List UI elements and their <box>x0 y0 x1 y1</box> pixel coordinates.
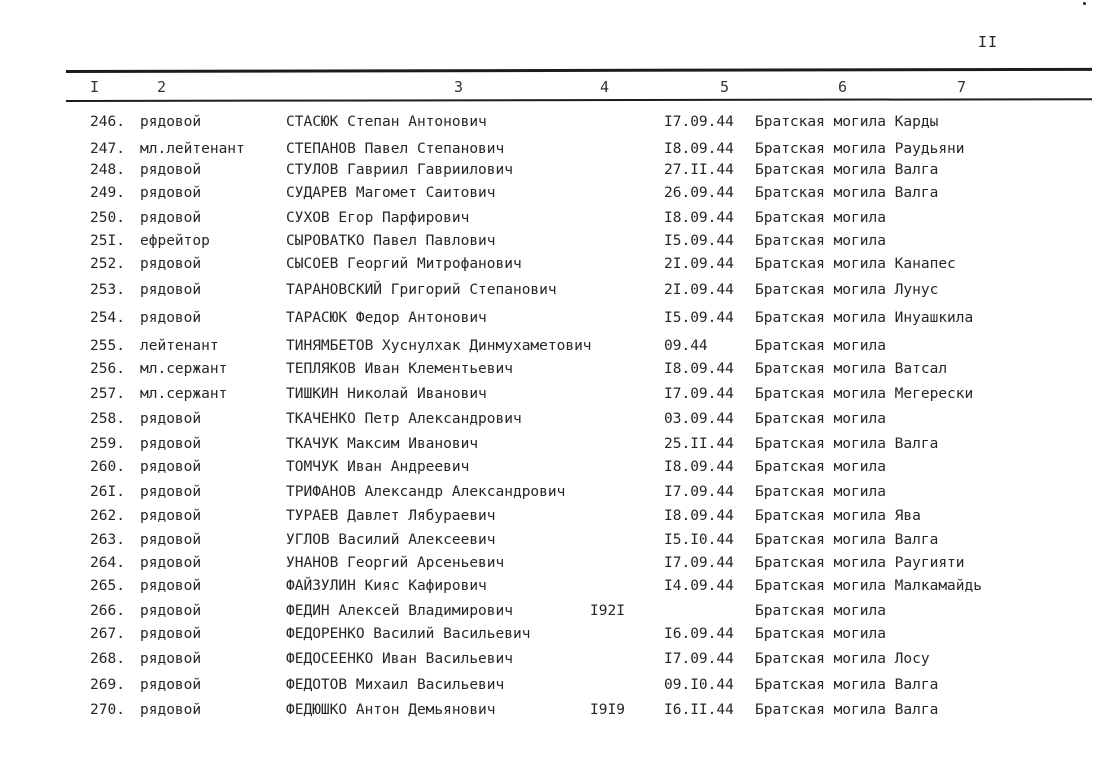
rank: рядовой <box>140 436 202 452</box>
row-number: 252. <box>90 256 125 272</box>
burial-place: Братская могила Ява <box>755 508 921 524</box>
full-name: ТОМЧУК Иван Андреевич <box>286 459 470 475</box>
burial-place: Братская могила <box>755 338 886 354</box>
burial-place: Братская могила Лунус <box>755 282 939 298</box>
death-date: I7.09.44 <box>664 386 734 402</box>
rank: рядовой <box>140 651 202 667</box>
row-number: 267. <box>90 626 125 642</box>
row-number: 254. <box>90 310 125 326</box>
death-date: 26.09.44 <box>664 185 734 201</box>
table-row <box>0 279 1102 301</box>
full-name: ТАРАСЮК Федор Антонович <box>286 310 487 326</box>
rank: рядовой <box>140 626 202 642</box>
burial-place: Братская могила Канапес <box>755 256 956 272</box>
burial-place: Братская могила Инуашкила <box>755 310 974 326</box>
full-name: ФАЙЗУЛИН Кияс Кафирович <box>286 578 487 594</box>
death-date: 2I.09.44 <box>664 282 734 298</box>
birth-year: I9I9 <box>590 702 625 718</box>
full-name: ФЕДОРЕНКО Василий Васильевич <box>286 626 531 642</box>
full-name: ТКАЧЕНКО Петр Александрович <box>286 411 522 427</box>
table-row <box>0 575 1102 597</box>
table-row <box>0 182 1102 204</box>
table-row <box>0 699 1102 721</box>
full-name: СЫРОВАТКО Павел Павлович <box>286 233 496 249</box>
rank: рядовой <box>140 603 202 619</box>
rank: рядовой <box>140 282 202 298</box>
full-name: ТЕПЛЯКОВ Иван Клементьевич <box>286 361 513 377</box>
death-date: I5.I0.44 <box>664 532 734 548</box>
burial-place: Братская могила Валга <box>755 702 939 718</box>
table-row <box>0 230 1102 252</box>
row-number: 269. <box>90 677 125 693</box>
rank: рядовой <box>140 459 202 475</box>
death-date: I7.09.44 <box>664 651 734 667</box>
burial-place: Братская могила <box>755 603 886 619</box>
column-number-4: 4 <box>600 78 610 96</box>
table-row <box>0 552 1102 574</box>
row-number: 258. <box>90 411 125 427</box>
rank: рядовой <box>140 555 202 571</box>
rank: рядовой <box>140 484 202 500</box>
full-name: ТИНЯМБЕТОВ Хуснулхак Динмухаметович <box>286 338 592 354</box>
death-date: I4.09.44 <box>664 578 734 594</box>
birth-year: I92I <box>590 603 625 619</box>
death-date: I7.09.44 <box>664 555 734 571</box>
table-row <box>0 623 1102 645</box>
column-number-6: 6 <box>838 78 848 96</box>
full-name: ФЕДОСЕЕНКО Иван Васильевич <box>286 651 513 667</box>
death-date: I6.II.44 <box>664 702 734 718</box>
death-date: I7.09.44 <box>664 114 734 130</box>
full-name: УНАНОВ Георгий Арсеньевич <box>286 555 505 571</box>
rank: рядовой <box>140 114 202 130</box>
table-row <box>0 111 1102 133</box>
burial-place: Братская могила <box>755 411 886 427</box>
full-name: ФЕДИН Алексей Владимирович <box>286 603 513 619</box>
full-name: СУХОВ Егор Парфирович <box>286 210 470 226</box>
row-number: 264. <box>90 555 125 571</box>
row-number: 260. <box>90 459 125 475</box>
row-number: 250. <box>90 210 125 226</box>
rank: рядовой <box>140 677 202 693</box>
column-number-1: I <box>90 78 100 96</box>
rank: рядовой <box>140 411 202 427</box>
burial-place: Братская могила Валга <box>755 677 939 693</box>
row-number: 256. <box>90 361 125 377</box>
rank: рядовой <box>140 702 202 718</box>
rank: рядовой <box>140 256 202 272</box>
burial-place: Братская могила Ватсал <box>755 361 948 377</box>
table-row <box>0 505 1102 527</box>
row-number: 257. <box>90 386 125 402</box>
burial-place: Братская могила <box>755 484 886 500</box>
table-row <box>0 481 1102 503</box>
table-row <box>0 138 1102 160</box>
burial-place: Братская могила Валга <box>755 532 939 548</box>
death-date: 09.I0.44 <box>664 677 734 693</box>
death-date: 27.II.44 <box>664 162 734 178</box>
burial-place: Братская могила Лосу <box>755 651 930 667</box>
row-number: 249. <box>90 185 125 201</box>
rank: рядовой <box>140 210 202 226</box>
death-date: 2I.09.44 <box>664 256 734 272</box>
table-row <box>0 456 1102 478</box>
death-date: I7.09.44 <box>664 484 734 500</box>
table-row <box>0 207 1102 229</box>
full-name: ФЕДОТОВ Михаил Васильевич <box>286 677 505 693</box>
rank: рядовой <box>140 532 202 548</box>
burial-place: Братская могила Валга <box>755 162 939 178</box>
row-number: 248. <box>90 162 125 178</box>
row-number: 247. <box>90 141 125 157</box>
death-date: I6.09.44 <box>664 626 734 642</box>
table-row <box>0 529 1102 551</box>
table-row <box>0 358 1102 380</box>
burial-place: Братская могила <box>755 233 886 249</box>
table-row <box>0 600 1102 622</box>
burial-place: Братская могила <box>755 626 886 642</box>
row-number: 265. <box>90 578 125 594</box>
burial-place: Братская могила Раудьяни <box>755 141 965 157</box>
rank: рядовой <box>140 185 202 201</box>
burial-place: Братская могила Карды <box>755 114 939 130</box>
column-number-5: 5 <box>720 78 730 96</box>
death-date: I5.09.44 <box>664 310 734 326</box>
row-number: 259. <box>90 436 125 452</box>
full-name: ТКАЧУК Максим Иванович <box>286 436 479 452</box>
row-number: 253. <box>90 282 125 298</box>
rank: рядовой <box>140 508 202 524</box>
burial-place: Братская могила Валга <box>755 185 939 201</box>
full-name: ТИШКИН Николай Иванович <box>286 386 487 402</box>
full-name: СТАСЮК Степан Антонович <box>286 114 487 130</box>
full-name: СТУЛОВ Гавриил Гавриилович <box>286 162 513 178</box>
burial-place: Братская могила Валга <box>755 436 939 452</box>
table-row <box>0 307 1102 329</box>
row-number: 268. <box>90 651 125 667</box>
death-date: I8.09.44 <box>664 361 734 377</box>
full-name: ФЕДЮШКО Антон Демьянович <box>286 702 496 718</box>
row-number: 25I. <box>90 233 125 249</box>
full-name: ТРИФАНОВ Александр Александрович <box>286 484 566 500</box>
table-row <box>0 674 1102 696</box>
table-row <box>0 159 1102 181</box>
full-name: УГЛОВ Василий Алексеевич <box>286 532 496 548</box>
row-number: 270. <box>90 702 125 718</box>
death-date: 03.09.44 <box>664 411 734 427</box>
full-name: СТЕПАНОВ Павел Степанович <box>286 141 505 157</box>
column-number-7: 7 <box>957 78 967 96</box>
full-name: СЫСОЕВ Георгий Митрофанович <box>286 256 522 272</box>
rank: рядовой <box>140 310 202 326</box>
table-row <box>0 648 1102 670</box>
burial-place: Братская могила <box>755 459 886 475</box>
rank: ефрейтор <box>140 233 210 249</box>
death-date: 09.44 <box>664 338 708 354</box>
death-date: I8.09.44 <box>664 210 734 226</box>
burial-place: Братская могила Мегерески <box>755 386 974 402</box>
death-date: 25.II.44 <box>664 436 734 452</box>
burial-place: Братская могила Раугияти <box>755 555 965 571</box>
death-date: I8.09.44 <box>664 141 734 157</box>
row-number: 246. <box>90 114 125 130</box>
full-name: ТАРАНОВСКИЙ Григорий Степанович <box>286 282 557 298</box>
rank: мл.лейтенант <box>140 141 245 157</box>
row-number: 26I. <box>90 484 125 500</box>
rank: мл.сержант <box>140 361 228 377</box>
table-row <box>0 408 1102 430</box>
row-number: 255. <box>90 338 125 354</box>
row-number: 262. <box>90 508 125 524</box>
death-date: I5.09.44 <box>664 233 734 249</box>
full-name: СУДАРЕВ Магомет Саитович <box>286 185 496 201</box>
rank: рядовой <box>140 578 202 594</box>
burial-place: Братская могила Малкамайдь <box>755 578 982 594</box>
table-row <box>0 335 1102 357</box>
rank: лейтенант <box>140 338 219 354</box>
page-number: II <box>978 33 999 51</box>
table-row <box>0 253 1102 275</box>
column-number-3: 3 <box>454 78 464 96</box>
rank: рядовой <box>140 162 202 178</box>
table-row <box>0 433 1102 455</box>
full-name: ТУРАЕВ Давлет Лябураевич <box>286 508 496 524</box>
death-date: I8.09.44 <box>664 508 734 524</box>
death-date: I8.09.44 <box>664 459 734 475</box>
row-number: 263. <box>90 532 125 548</box>
row-number: 266. <box>90 603 125 619</box>
table-row <box>0 383 1102 405</box>
rank: мл.сержант <box>140 386 228 402</box>
burial-place: Братская могила <box>755 210 886 226</box>
column-number-2: 2 <box>157 78 167 96</box>
